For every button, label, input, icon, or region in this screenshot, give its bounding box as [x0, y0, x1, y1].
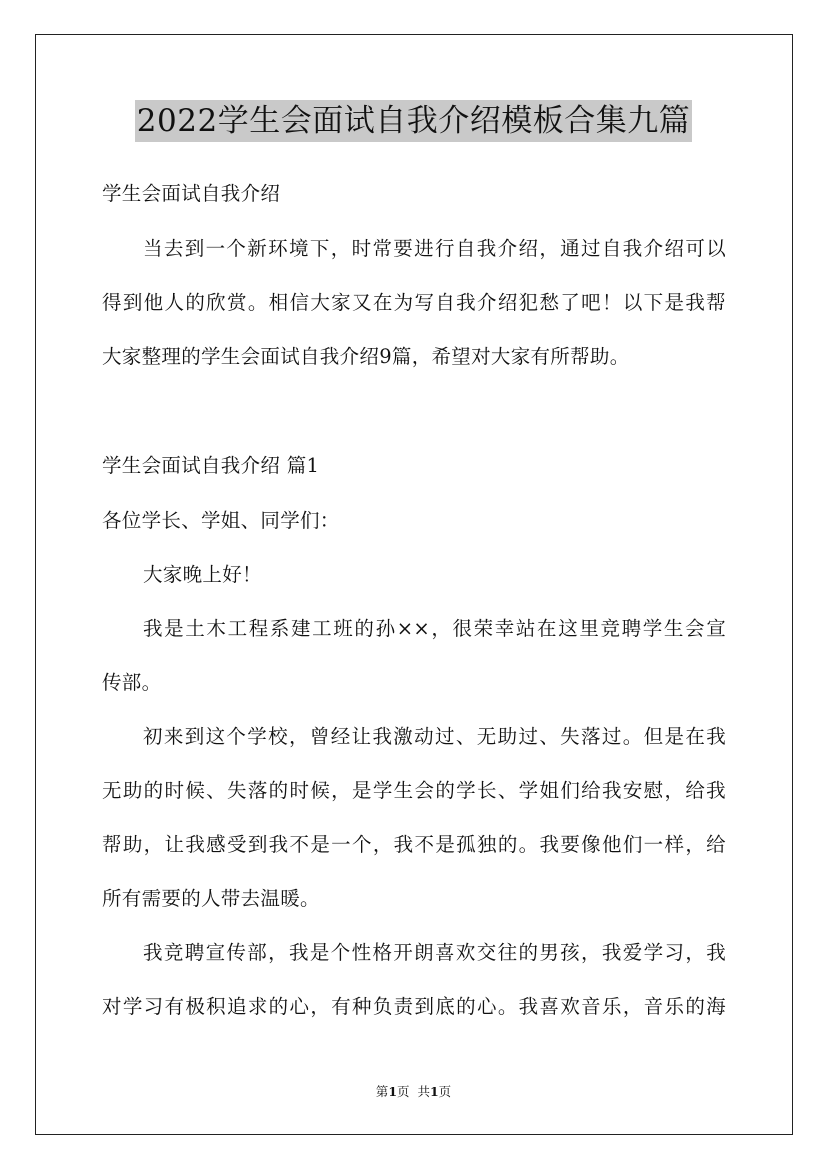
paragraph-line: 传部。: [102, 671, 162, 694]
paragraph-line: 我是土木工程系建工班的孙××，很荣幸站在这里竞聘学生会宣: [143, 617, 726, 640]
page-number-suffix: 页: [438, 1084, 452, 1099]
page-number-prefix: 第: [375, 1084, 389, 1099]
paragraph-line: 当去到一个新环境下，时常要进行自我介绍，通过自我介绍可以: [143, 237, 726, 260]
section-heading-intro: 学生会面试自我介绍: [102, 182, 281, 205]
page-number-mid: 页 共: [397, 1084, 430, 1099]
document-title: 2022学生会面试自我介绍模板合集九篇: [135, 100, 692, 142]
page-number-current: 1: [388, 1084, 398, 1099]
paragraph-line: 无助的时候、失落的时候，是学生会的学长、学姐们给我安慰，给我: [102, 779, 726, 802]
paragraph-line: 所有需要的人带去温暖。: [102, 887, 320, 910]
paragraph-line: 我竞聘宣传部，我是个性格开朗喜欢交往的男孩，我爱学习，我: [143, 941, 726, 964]
greeting-line: 大家晚上好！: [143, 563, 262, 586]
salutation-line: 各位学长、学姐、同学们：: [102, 509, 340, 532]
paragraph-line: 初来到这个学校，曾经让我激动过、无助过、失落过。但是在我: [143, 725, 726, 748]
paragraph-line: 大家整理的学生会面试自我介绍9篇，希望对大家有所帮助。: [102, 345, 630, 368]
document-title-wrap: [0, 100, 827, 142]
paragraph-line: 对学习有极积追求的心，有种负责到底的心。我喜欢音乐，音乐的海: [102, 995, 726, 1018]
paragraph-line: 得到他人的欣赏。相信大家又在为写自我介绍犯愁了吧！以下是我帮: [102, 291, 726, 314]
section-heading-part1: 学生会面试自我介绍 篇1: [102, 454, 320, 477]
page-footer: [0, 1084, 827, 1100]
paragraph-line: 帮助，让我感受到我不是一个，我不是孤独的。我要像他们一样，给: [102, 833, 726, 856]
page-number-total: 1: [429, 1084, 439, 1099]
